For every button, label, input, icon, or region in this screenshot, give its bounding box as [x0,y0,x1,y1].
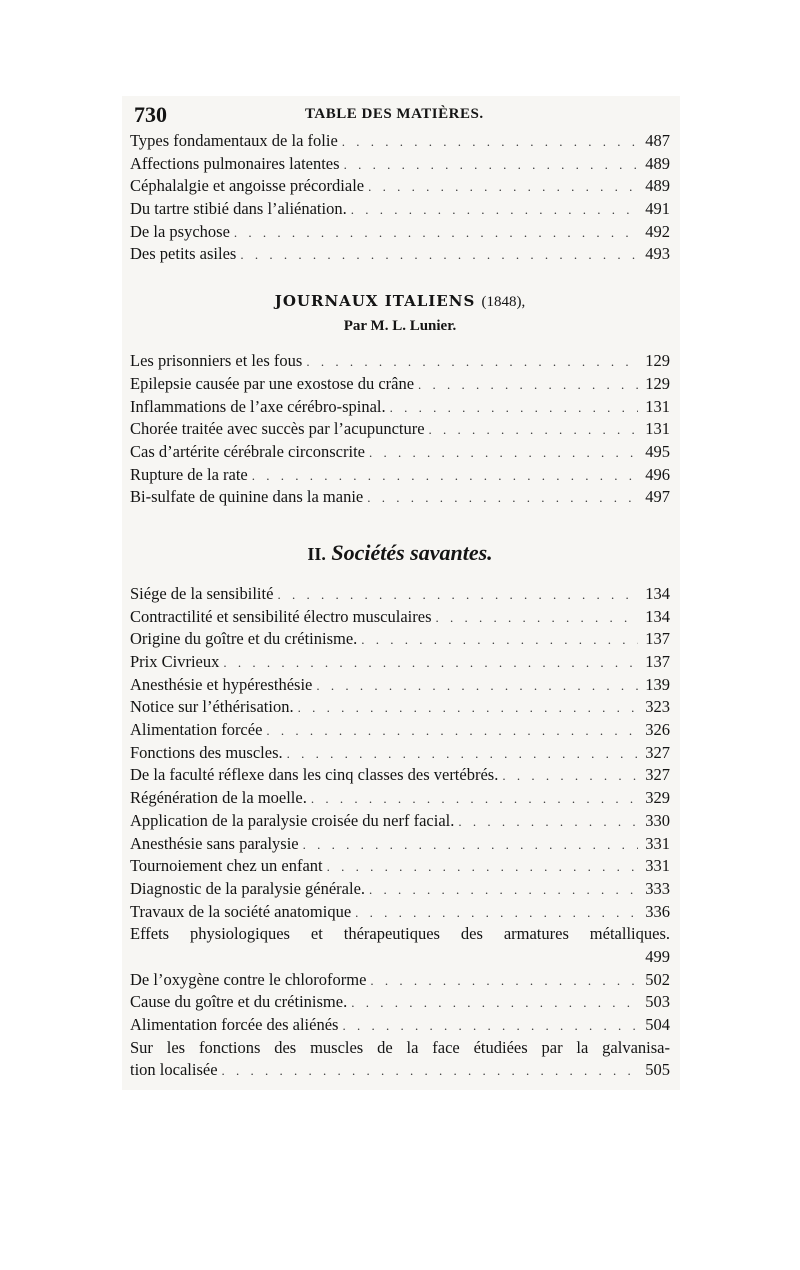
toc-entry [130,742,670,765]
toc-entry-title: Prix Civrieux [130,652,220,671]
toc-entry [130,901,670,924]
section-title-societes [130,533,670,573]
toc-entry-title: Application de la paralysie croisée du nerf facial. [130,810,455,830]
dot-leader [342,131,638,154]
dot-leader [361,629,638,652]
section-title-text: JOURNAUX ITALIENS [274,292,476,311]
toc-entry-page: 492 [645,221,670,241]
toc-entry-page: 502 [645,969,670,989]
dot-leader [351,199,638,222]
toc-entry [130,198,670,221]
toc-entry-title: Diagnostic de la paralysie générale. [130,878,366,898]
toc-entry [130,764,670,787]
toc-entry [130,418,670,441]
toc-entry [130,606,670,629]
toc-entry [130,153,670,176]
toc-entry-title: Cas d’artérite cérébrale circonscrite [130,441,365,461]
dot-leader [369,879,638,902]
toc-entry-page: 327 [645,765,670,785]
dot-leader [429,419,638,442]
dot-leader [436,607,639,630]
toc-entry [130,130,670,153]
toc-entry [130,991,670,1014]
toc-entry [130,441,670,464]
toc-entry-title: Anesthésie sans paralysie [130,833,299,853]
toc-entry-title: Régénération de la moelle. [130,788,307,808]
dot-leader [223,652,638,675]
toc-entry-title: Du tartre stibié dans l’aliénation. [130,199,347,219]
toc-entry [130,464,670,487]
running-title: TABLE DES MATIÈRES. [305,106,484,122]
dot-leader [234,222,638,245]
toc-entry-page: 326 [645,720,670,740]
dot-leader [303,834,638,857]
toc-entry-title: Les prisonniers et les fous [130,351,303,371]
toc-entry-title: Epilepsie causée par une exostose du crâne [130,373,415,393]
toc-entry-page: 323 [645,697,670,717]
dot-leader [298,697,638,720]
dot-leader [266,720,638,743]
toc-entry-title: Rupture de la rate [130,464,248,484]
toc-entry-title: Siége de la sensibilité [130,583,274,603]
entry-list-societes-2 [130,969,670,1037]
dot-leader [502,765,638,788]
toc-entry-page: 491 [645,199,670,219]
dot-leader [252,465,638,488]
dot-leader [458,811,638,834]
toc-entry-title: Travaux de la société anatomique [130,901,352,921]
toc-entry-page: 496 [645,464,670,484]
toc-entry-title: Inflammations de l’axe cérébro-spinal. [130,396,386,416]
toc-entry-page: 327 [645,742,670,762]
toc-entry-page: 134 [645,606,670,626]
toc-entry [130,1014,670,1037]
dot-leader [390,397,638,420]
toc-entry-page: 503 [645,992,670,1012]
toc-entry-title: De la psychose [130,221,230,241]
toc-entry-page: 131 [645,396,670,416]
toc-entry-page: 497 [645,487,670,507]
toc-entry-page: 331 [645,833,670,853]
toc-entry-page: 489 [645,176,670,196]
toc-entry-page: 493 [645,244,670,264]
toc-entry-page: 487 [645,131,670,150]
toc-entry-title: Alimentation forcée [130,720,263,740]
toc-entry-title: Fonctions des muscles. [130,742,283,762]
toc-entry-page: 505 [645,1060,670,1080]
toc-entry-title: Notice sur l’éthérisation. [130,697,294,717]
toc-entry-title: Des petits asiles [130,244,237,264]
toc-entry-title: Types fondamentaux de la folie [130,131,338,150]
toc-entry [130,350,670,373]
section-author: Par M. L. Lunier. [343,318,457,335]
dot-leader [311,788,638,811]
toc-entry-page: 336 [645,901,670,921]
toc-entry-title: De l’oxygène contre le chloroforme [130,969,367,989]
toc-entry-page: 330 [645,810,670,830]
dot-leader [367,487,638,510]
dot-leader [370,970,638,993]
toc-entry-title: Céphalalgie et angoisse précordiale [130,176,365,196]
section-number: II. [307,543,326,564]
dot-leader [351,992,638,1015]
toc-entry-title: Chorée traitée avec succès par l’acupuncture [130,419,425,439]
dot-leader [369,442,638,465]
toc-entry [130,486,670,509]
toc-entry [130,583,670,606]
toc-entry-page: 131 [645,419,670,439]
dot-leader [277,584,638,607]
dot-leader [368,176,638,199]
toc-entry-page: 329 [645,788,670,808]
entry-list-italiens [130,350,670,509]
toc-entry-title: Anesthésie et hypéresthésie [130,674,313,694]
toc-entry [130,175,670,198]
dot-leader [344,154,638,177]
toc-entry-title: Bi-sulfate de quinine dans la manie [130,487,364,507]
dot-leader [287,743,638,766]
dot-leader [355,902,638,925]
dot-leader [222,1060,638,1083]
dot-leader [342,1015,638,1038]
toc-entry [130,810,670,833]
toc-entry [130,221,670,244]
toc-entry [130,719,670,742]
toc-entry-title: Alimentation forcée des aliénés [130,1015,339,1035]
toc-entry-title: tion localisée [130,1060,218,1080]
toc-entry-wrapped: Effets physiologiques et thérapeutiques des armatures métalliques. [130,924,670,944]
toc-entry-title: Contractilité et sensibilité électro musculaires [130,606,432,626]
entry-list-societes [130,583,670,923]
dot-leader [240,244,638,267]
toc-entry [130,878,670,901]
dot-leader [306,351,638,374]
toc-entry-title: De la faculté réflexe dans les cinq classes des vertébrés. [130,765,499,785]
dot-leader [316,675,638,698]
toc-entry-page: 499 [645,946,670,966]
toc-entry-wrapped: Sur les fonctions des muscles de la face étudiées par la galvanisa- [130,1037,670,1057]
toc-entry [130,651,670,674]
toc-entry-page: 331 [645,856,670,876]
toc-entry [130,855,670,878]
toc-entry-title: Affections pulmonaires latentes [130,153,340,173]
toc-entry-page: 504 [645,1015,670,1035]
toc-entry [130,833,670,856]
toc-entry-title: Origine du goître et du crétinisme. [130,629,358,649]
toc-entry-page: 129 [645,373,670,393]
section-title-journaux [130,288,670,314]
toc-entry [130,674,670,697]
toc-entry-page: 489 [645,153,670,173]
toc-entry-title: Tournoiement chez un enfant [130,856,323,876]
running-header [130,100,670,130]
dot-leader [327,856,638,879]
dot-leader [418,374,638,397]
toc-entry-page: 495 [645,441,670,461]
toc-entry-page: 139 [645,674,670,694]
toc-entry [130,787,670,810]
toc-entry-page: 129 [645,351,670,371]
toc-entry [130,396,670,419]
toc-entry-page: 137 [645,629,670,649]
toc-entry [130,628,670,651]
toc-entry [130,243,670,266]
toc-entry-page: 333 [645,878,670,898]
toc-entry-title: Cause du goître et du crétinisme. [130,992,348,1012]
toc-entry [130,969,670,992]
toc-entry-page: 137 [645,652,670,671]
page-number: 730 [134,102,167,127]
section-year: (1848), [481,294,526,311]
toc-content [130,100,670,1082]
toc-entry [130,696,670,719]
toc-entry-page: 134 [645,583,670,603]
toc-entry [130,373,670,396]
toc-entry [130,1059,670,1082]
entry-list-top [130,130,670,266]
section-name: Sociétés savantes. [331,539,493,565]
